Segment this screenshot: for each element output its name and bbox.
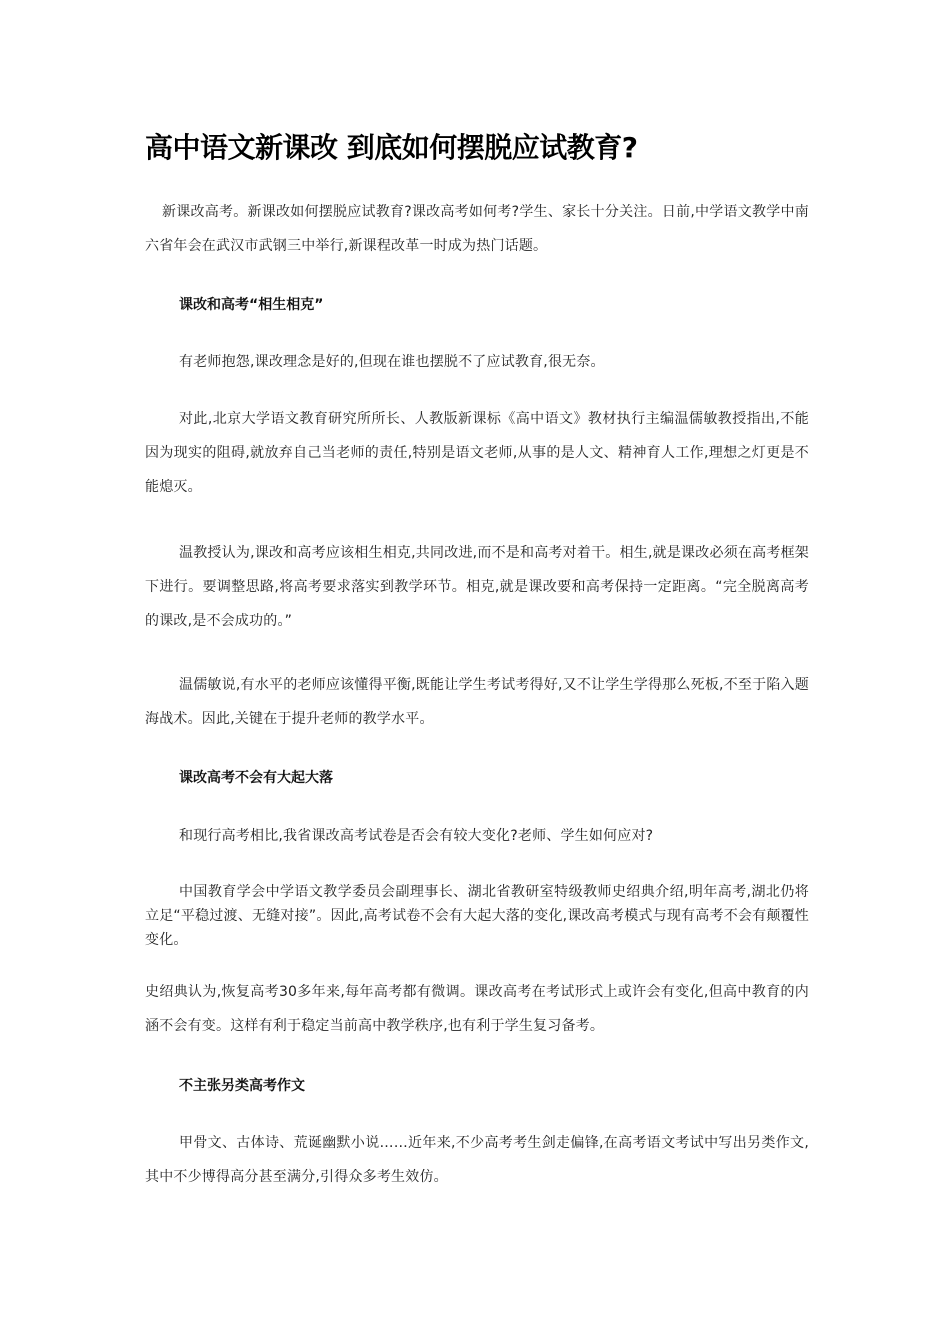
section-heading-1: 课改和高考“相生相克” xyxy=(179,297,324,313)
intro-paragraph: 新课改高考。新课改如何摆脱应试教育?课改高考如何考?学生、家长十分关注。日前,中学语文教学中南六省年会在武汉市武钢三中举行,新课程改革一时成为热门话题。 xyxy=(145,204,809,254)
paragraph-1: 有老师抱怨,课改理念是好的,但现在谁也摆脱不了应试教育,很无奈。 xyxy=(179,354,605,370)
paragraph-2: 对此,北京大学语文教育研究所所长、人教版新课标《高中语文》教材执行主编温儒敏教授指出,不能因为现实的阻碍,就放弃自己当老师的责任,特别是语文老师,从事的是人文、精神育人工作,理想之灯更是不能熄灭。 xyxy=(145,411,809,495)
paragraph-8: 甲骨文、古体诗、荒诞幽默小说……近年来,不少高考考生剑走偏锋,在高考语文考试中写出另类作文,其中不少博得高分甚至满分,引得众多考生效仿。 xyxy=(145,1135,809,1185)
paragraph-6: 中国教育学会中学语文教学委员会副理事长、湖北省教研室特级教师史绍典介绍,明年高考,湖北仍将立足“平稳过渡、无缝对接”。因此,高考试卷不会有大起大落的变化,课改高考模式与现有高考不会有颠覆性变化。 xyxy=(145,884,809,948)
paragraph-5: 和现行高考相比,我省课改高考试卷是否会有较大变化?老师、学生如何应对? xyxy=(179,828,654,844)
section-heading-2: 课改高考不会有大起大落 xyxy=(179,770,333,786)
paragraph-7: 史绍典认为,恢复高考30多年来,每年高考都有微调。课改高考在考试形式上或许会有变化,但高中教育的内涵不会有变。这样有利于稳定当前高中教学秩序,也有利于学生复习备考。 xyxy=(145,984,809,1034)
section-heading-3: 不主张另类高考作文 xyxy=(179,1078,305,1094)
paragraph-3: 温教授认为,课改和高考应该相生相克,共同改进,而不是和高考对着干。相生,就是课改必须在高考框架下进行。要调整思路,将高考要求落实到教学环节。相克,就是课改要和高考保持一定距离。“完全脱离高考的课改,是不会成功的。” xyxy=(145,545,809,629)
paragraph-4: 温儒敏说,有水平的老师应该懂得平衡,既能让学生考试考得好,又不让学生学得那么死板,不至于陷入题海战术。因此,关键在于提升老师的教学水平。 xyxy=(145,677,809,727)
article-title: 高中语文新课改 到底如何摆脱应试教育? xyxy=(145,131,638,164)
